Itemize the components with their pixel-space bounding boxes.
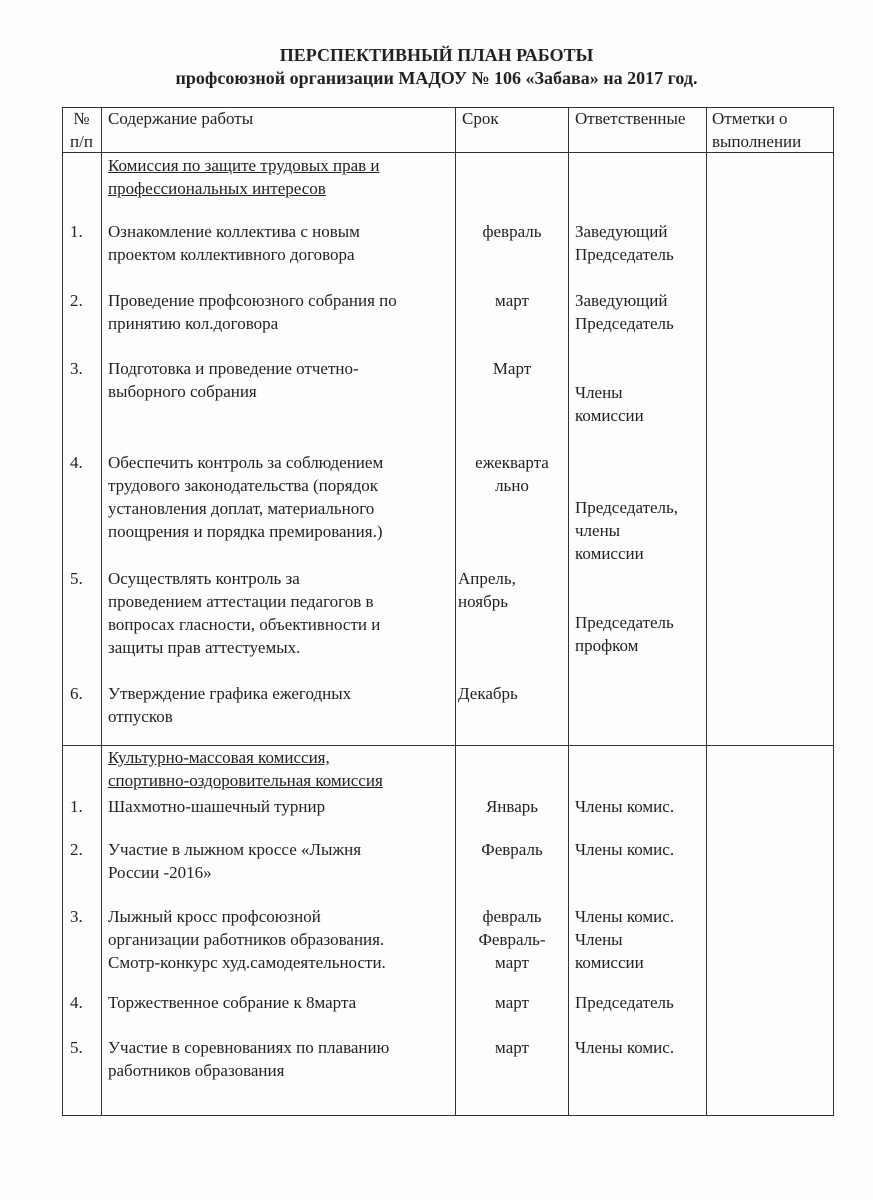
row-num: 4. xyxy=(70,453,83,472)
table-border xyxy=(568,107,569,1116)
document-title: ПЕРСПЕКТИВНЫЙ ПЛАН РАБОТЫ xyxy=(279,45,594,65)
row-content: Участие в соревнованиях по плаванию работников образования xyxy=(108,1038,390,1080)
table-border xyxy=(455,107,456,1116)
row-num: 5. xyxy=(70,569,83,588)
row-term: Январь xyxy=(485,797,539,816)
row-content: Лыжный кросс профсоюзной организации работников образования. Смотр-конкурс худ.самодеятельности. xyxy=(108,907,386,972)
row-responsible: Председатель, члены комиссии xyxy=(575,498,679,563)
row-content: Утверждение графика ежегодных отпусков xyxy=(108,684,352,726)
row-num: 1. xyxy=(70,222,83,241)
row-content: Участие в лыжном кроссе «Лыжня России -2016» xyxy=(108,840,362,882)
row-num: 3. xyxy=(70,359,83,378)
row-responsible: Заведующий Председатель xyxy=(575,222,674,264)
table-border xyxy=(101,107,102,1116)
row-num: 5. xyxy=(70,1038,83,1057)
row-responsible: Председатель xyxy=(575,993,674,1012)
row-term: Апрель, ноябрь xyxy=(458,569,516,611)
header-content: Содержание работы xyxy=(108,109,254,128)
row-content: Проведение профсоюзного собрания по принятию кол.договора xyxy=(108,291,397,333)
row-content: Шахмотно-шашечный турнир xyxy=(108,797,326,816)
table-border xyxy=(62,107,63,1116)
row-responsible: Председатель профком xyxy=(575,613,674,655)
row-term: ежекварта льно xyxy=(475,453,549,495)
row-num: 4. xyxy=(70,993,83,1012)
row-content: Ознакомление коллектива с новым проектом коллективного договора xyxy=(108,222,360,264)
row-responsible: Члены комис. xyxy=(575,840,675,859)
row-content: Осуществлять контроль за проведением аттестации педагогов в вопросах гласности, объективности и защиты прав аттестуемых. xyxy=(108,569,381,657)
row-responsible: Члены комис. xyxy=(575,797,675,816)
row-responsible: Члены комиссии xyxy=(575,383,644,425)
row-num: 2. xyxy=(70,291,83,310)
row-content: Подготовка и проведение отчетно- выборного собрания xyxy=(108,359,359,401)
header-responsible: Ответственные xyxy=(575,109,686,128)
section-title: Комиссия по защите трудовых прав и профессиональных интересов xyxy=(108,156,380,198)
row-term: март xyxy=(495,1038,529,1057)
row-term: март xyxy=(495,993,529,1012)
row-term: февраль xyxy=(482,222,542,241)
row-term: февраль Февраль- март xyxy=(478,907,546,972)
row-content: Обеспечить контроль за соблюдением трудового законодательства (порядок установления доплат, материального поощрения и порядка премирования.) xyxy=(108,453,384,541)
row-term: Март xyxy=(492,359,532,378)
row-responsible: Заведующий Председатель xyxy=(575,291,674,333)
row-num: 6. xyxy=(70,684,83,703)
row-term: Февраль xyxy=(481,840,543,859)
row-responsible: Члены комис. Члены комиссии xyxy=(575,907,675,972)
row-num: 3. xyxy=(70,907,83,926)
header-marks: Отметки о выполнении xyxy=(712,109,802,151)
row-term: Декабрь xyxy=(458,684,518,703)
document-subtitle: профсоюзной организации МАДОУ № 106 «Забава» на 2017 год. xyxy=(175,68,698,88)
table-border xyxy=(706,107,707,1116)
table-border xyxy=(833,107,834,1116)
row-term: март xyxy=(495,291,529,310)
section-title: Культурно-массовая комиссия, спортивно-оздоровительная комиссия xyxy=(108,748,383,790)
row-num: 2. xyxy=(70,840,83,859)
row-num: 1. xyxy=(70,797,83,816)
row-content: Торжественное собрание к 8марта xyxy=(108,993,357,1012)
table-border xyxy=(62,1115,833,1116)
header-num: № п/п xyxy=(70,109,93,151)
row-responsible: Члены комис. xyxy=(575,1038,675,1057)
header-term: Срок xyxy=(462,109,499,128)
